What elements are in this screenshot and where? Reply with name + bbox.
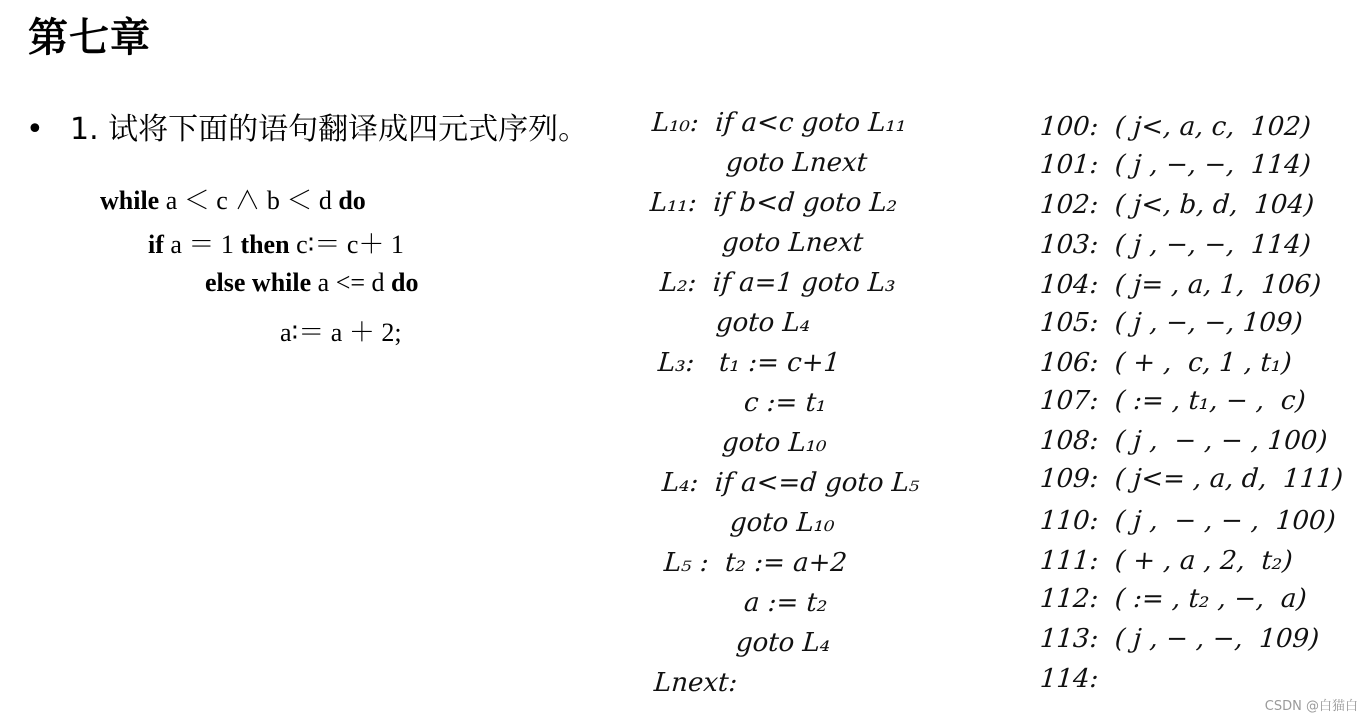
hand-line: goto Lnext (724, 148, 869, 178)
code-text: a ＝ 1 (163, 230, 241, 259)
code-line-1 (100, 180, 366, 217)
watermark: CSDN @白猫白 (1264, 699, 1358, 714)
hand-line: goto L₁₀ (720, 428, 828, 458)
hand-line: L₁₀: if a<c goto L₁₁ (650, 108, 908, 138)
quad-line: 112: ( := , t₂ , −, a) (1038, 584, 1308, 614)
hand-line: L₃: t₁ := c+1 (656, 348, 842, 378)
hand-line: L₅ : t₂ := a+2 (662, 548, 849, 578)
quad-line: 109: ( j<= , a, d, 111) (1038, 464, 1345, 494)
code-keyword: while (100, 186, 160, 215)
quad-line: 114: (1038, 664, 1100, 694)
hand-line: goto L₄ (714, 308, 812, 338)
question-line (26, 104, 588, 148)
code-keyword: else while (205, 268, 312, 297)
quad-line: 100: ( j<, a, c, 102) (1038, 112, 1312, 142)
page-title: 第七章 (28, 15, 151, 61)
hand-line: goto Lnext (720, 228, 865, 258)
hand-line: goto L₄ (734, 628, 832, 658)
quad-line: 105: ( j , −, −, 109) (1038, 308, 1304, 338)
quad-line: 113: ( j , − , −, 109) (1038, 624, 1321, 654)
code-keyword: do (338, 186, 366, 215)
code-line-2 (148, 224, 404, 261)
hand-line: L₂: if a=1 goto L₃ (658, 268, 897, 298)
quad-line: 106: ( + , c, 1 , t₁) (1038, 348, 1293, 378)
hand-line: L₄: if a<=d goto L₅ (660, 468, 921, 498)
quad-line: 111: ( + , a , 2, t₂) (1038, 546, 1294, 576)
hand-line: Lnext: (652, 668, 739, 698)
hand-line: a := t₂ (742, 588, 829, 618)
bullet-dot: • (26, 112, 44, 147)
code-text: a∶＝ a ＋ 2; (280, 318, 402, 347)
quad-line: 101: ( j , −, −, 114) (1038, 150, 1312, 180)
quad-line: 103: ( j , −, −, 114) (1038, 230, 1312, 260)
quad-line: 107: ( := , t₁, − , c) (1038, 386, 1307, 416)
quad-line: 108: ( j , − , − , 100) (1038, 426, 1329, 456)
quad-line: 104: ( j= , a, 1, 106) (1038, 270, 1323, 300)
code-text: c∶＝ c＋ 1 (289, 230, 404, 259)
quad-line: 102: ( j<, b, d, 104) (1038, 190, 1316, 220)
hand-line: c := t₁ (742, 388, 828, 418)
code-keyword: then (240, 230, 290, 259)
hand-line: goto L₁₀ (728, 508, 836, 538)
code-text: a <= d (311, 268, 392, 297)
quad-line: 110: ( j , − , − , 100) (1038, 506, 1337, 536)
code-text: a ＜ c ∧ b ＜ d (159, 186, 339, 215)
question-text: 1. 试将下面的语句翻译成四元式序列。 (70, 112, 589, 147)
code-line-4 (280, 312, 402, 349)
code-line-3 (205, 268, 419, 298)
code-keyword: if (148, 230, 164, 259)
hand-line: L₁₁: if b<d goto L₂ (648, 188, 899, 218)
code-keyword: do (391, 268, 419, 297)
